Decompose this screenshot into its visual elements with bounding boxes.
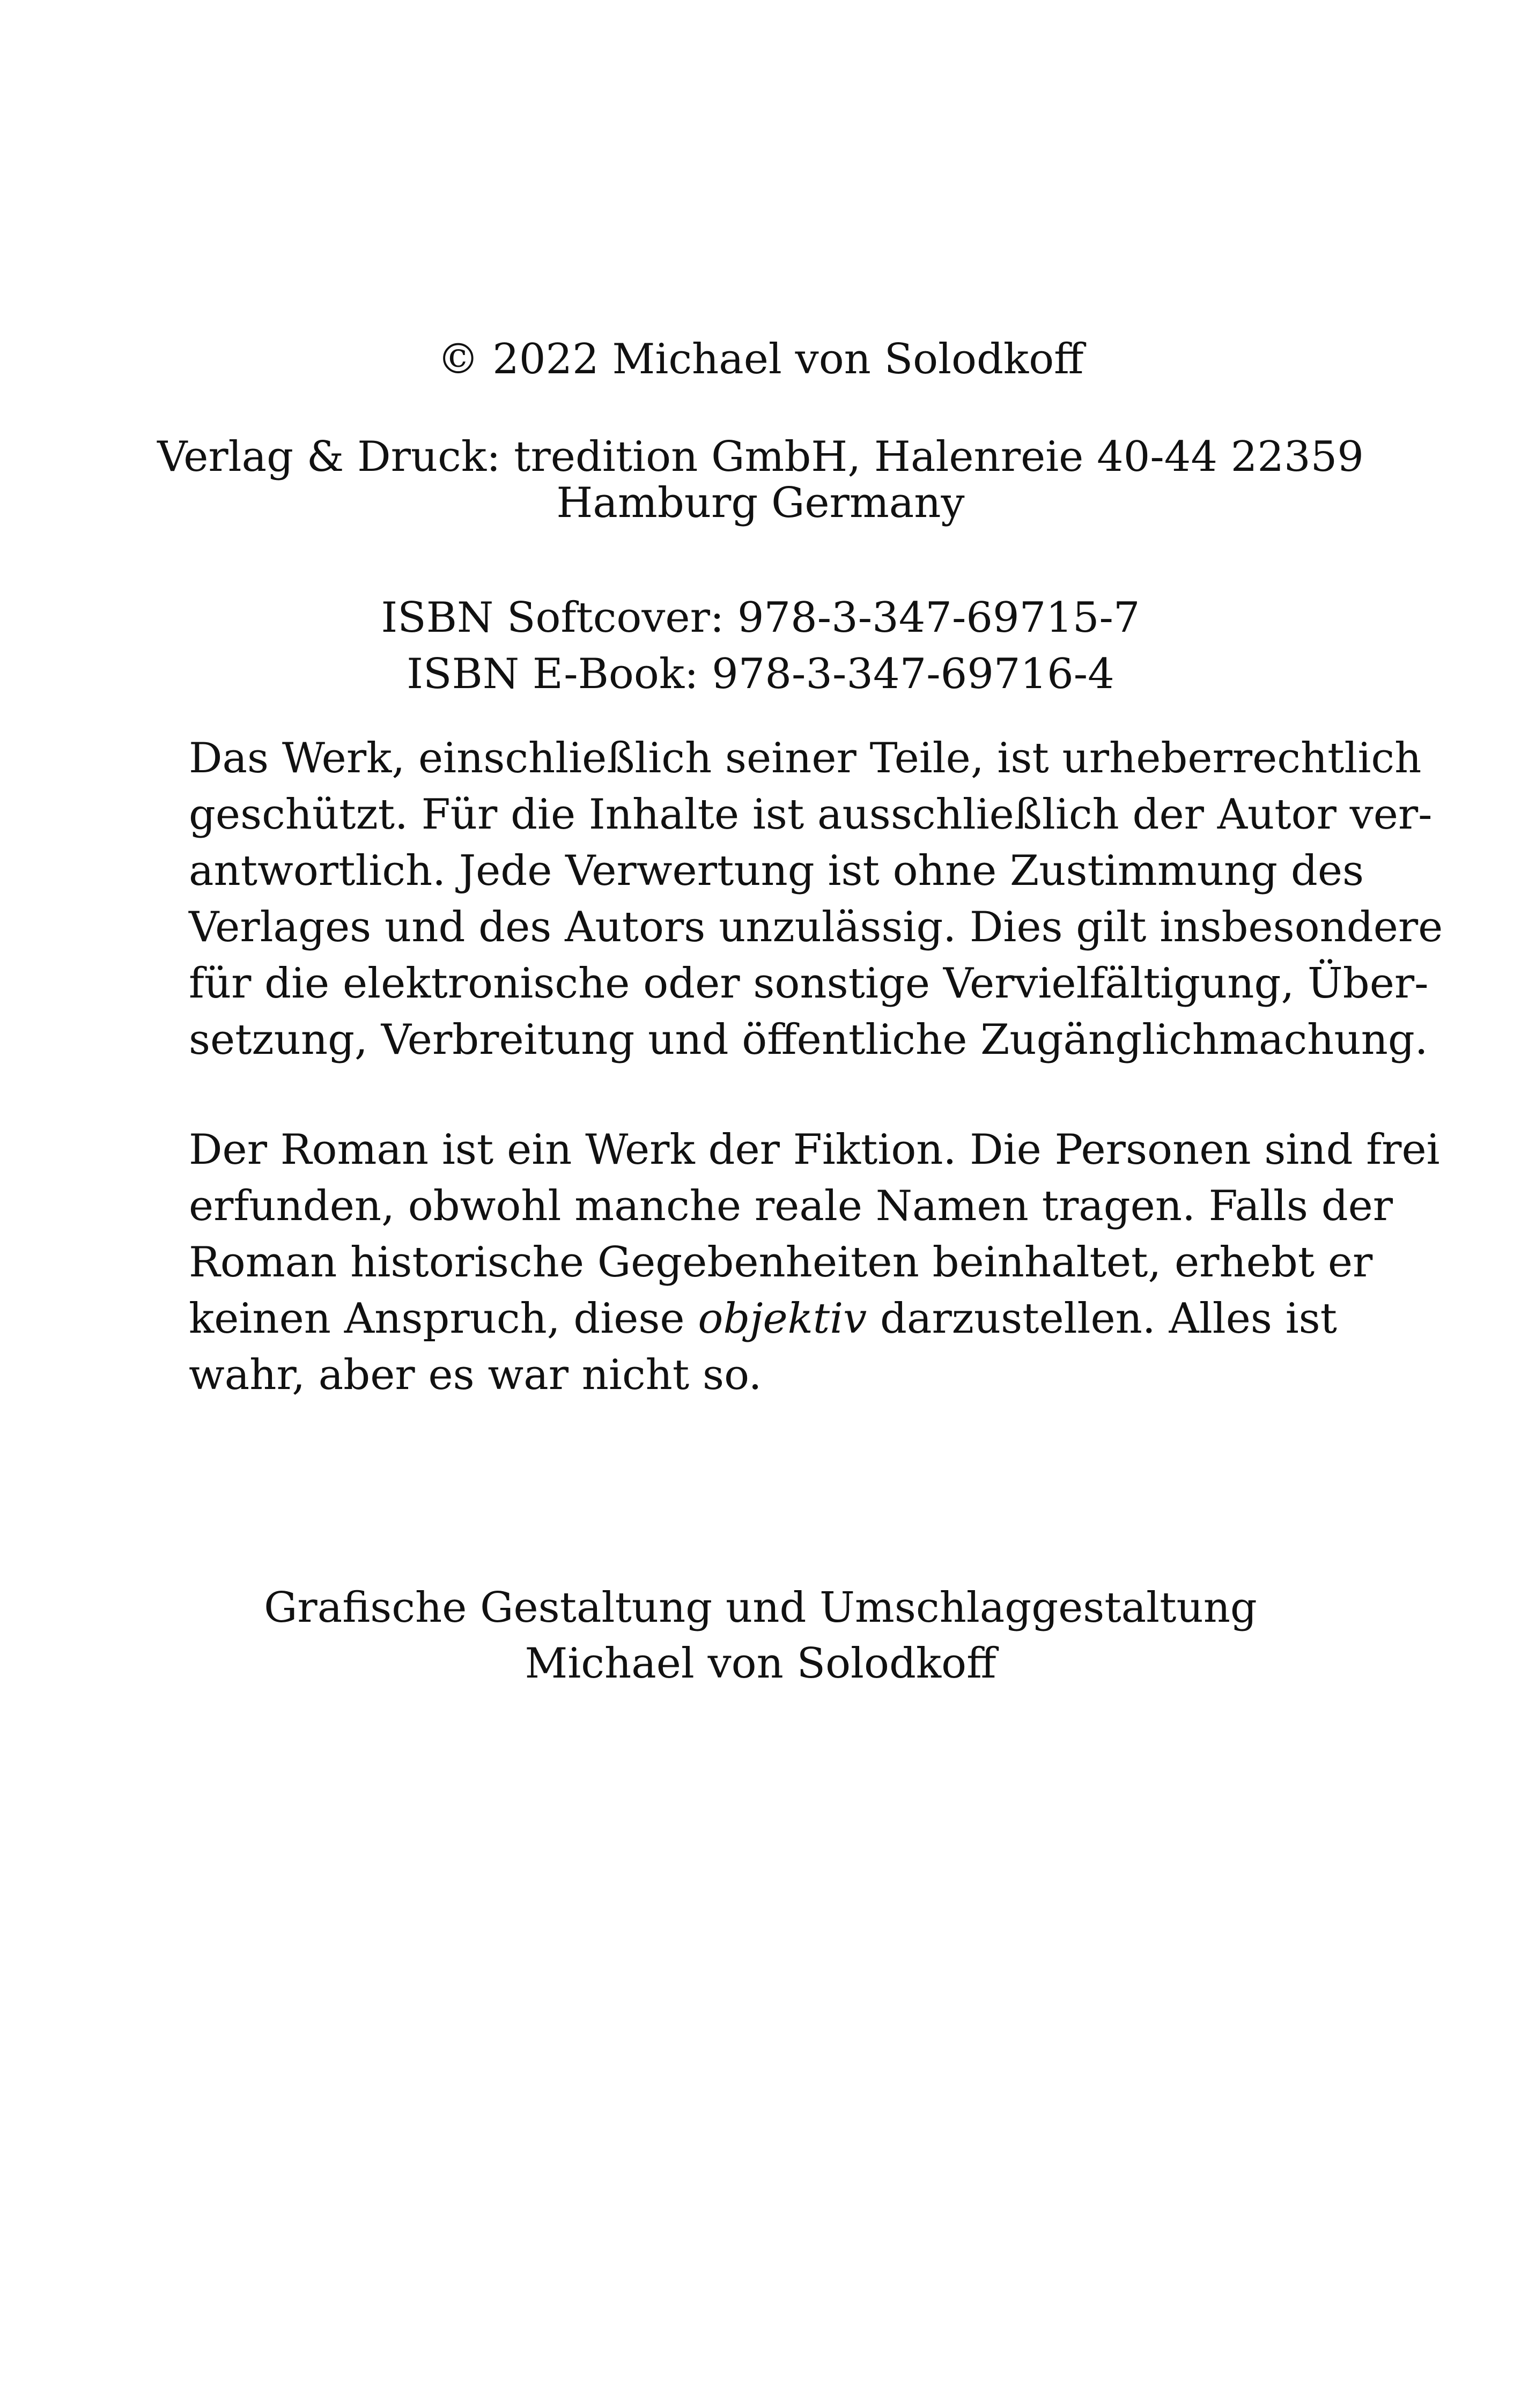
publisher-line-2: Hamburg Germany — [556, 479, 965, 527]
design-credit-line-2: Michael von Solodkoff — [525, 1639, 996, 1688]
paragraph-line: Roman historische Gegebenheiten beinhaltet, erhebt er — [189, 1238, 1373, 1287]
isbn-ebook: ISBN E-Book: 978-3-347-69716-4 — [407, 650, 1114, 698]
line-text: keinen Anspruch, diese — [189, 1295, 698, 1343]
rights-paragraph — [189, 730, 1443, 1068]
paragraph-line: Der Roman ist ein Werk der Fiktion. Die Personen sind frei — [189, 1126, 1440, 1174]
paragraph-line — [189, 1291, 1338, 1347]
paragraph-line: Das Werk, einschließlich seiner Teile, ist urheberrechtlich — [189, 734, 1422, 782]
line-text: darzustellen. Alles ist — [867, 1295, 1338, 1343]
paragraph-line: erfunden, obwohl manche reale Namen tragen. Falls der — [189, 1182, 1393, 1230]
design-credit-line-1: Grafische Gestaltung und Umschlaggestaltung — [264, 1584, 1257, 1632]
isbn-softcover: ISBN Softcover: 978-3-347-69715-7 — [381, 594, 1140, 642]
paragraph-line: geschützt. Für die Inhalte ist ausschließlich der Autor ver- — [189, 791, 1433, 839]
publisher-line-1: Verlag & Druck: tredition GmbH, Halenreie 40-44 22359 — [157, 433, 1364, 481]
paragraph-line: antwortlich. Jede Verwertung ist ohne Zustimmung des — [189, 847, 1364, 895]
copyright-line: © 2022 Michael von Solodkoff — [437, 335, 1084, 383]
paragraph-line: setzung, Verbreitung und öffentliche Zugänglichmachung. — [189, 1016, 1428, 1064]
paragraph-line: wahr, aber es war nicht so. — [189, 1351, 762, 1399]
paragraph-line: Verlages und des Autors unzulässig. Dies gilt insbesondere — [189, 903, 1443, 951]
paragraph-line: für die elektronische oder sonstige Vervielfältigung, Über- — [189, 959, 1429, 1008]
emphasized-word: objektiv — [698, 1295, 867, 1343]
fiction-paragraph — [189, 1122, 1440, 1404]
